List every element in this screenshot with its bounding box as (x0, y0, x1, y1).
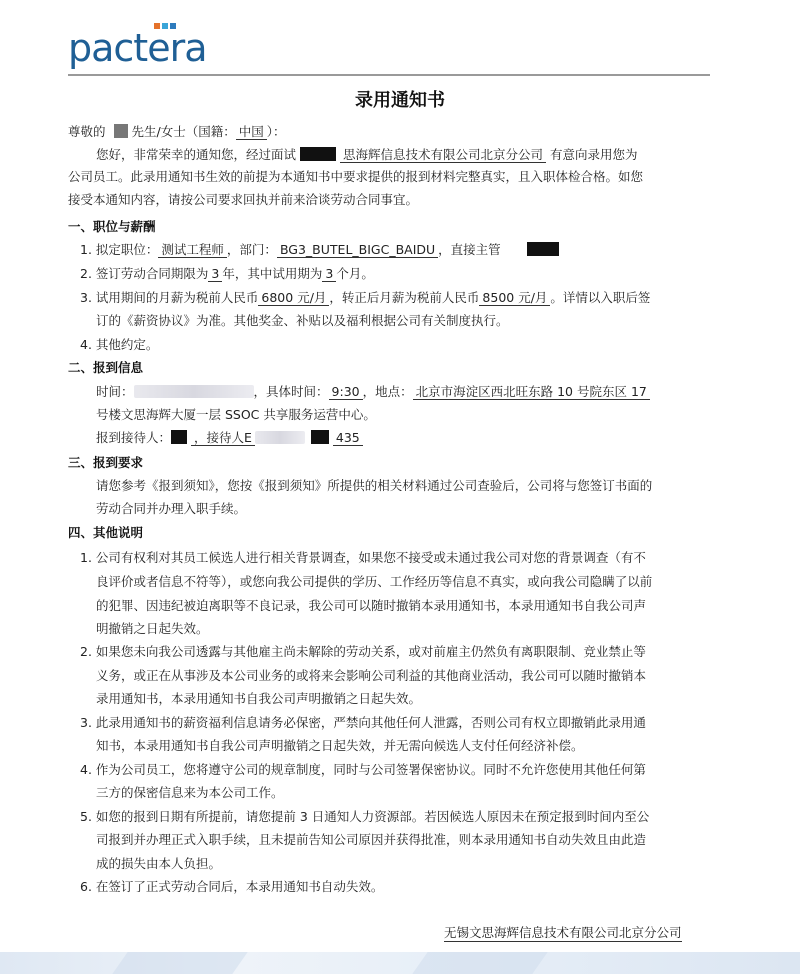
page-title: 录用通知书 (355, 90, 445, 111)
requirements-line-1: 请您参考《报到须知》，您按《报到须知》所提供的相关材料通过公司查验后，公司将与您签订书面的 (96, 478, 653, 493)
position-field: 测试工程师 (158, 242, 227, 258)
regular-salary-field: 8500 元/月 (479, 290, 550, 306)
note-line: 知书，本录用通知书自我公司声明撤销之日起失效，并无需向候选人支付任何经济补偿。 (96, 738, 584, 753)
header-divider (68, 74, 710, 76)
probation-salary-field: 6800 元/月 (258, 290, 329, 306)
requirements-line-2: 劳动合同并办理入职手续。 (96, 501, 247, 516)
note-line: 4. 作为公司员工，您将遵守公司的规章制度，同时与公司签署保密协议。同时不允许您使用其他任何第 (80, 762, 646, 777)
note-line: 义务，或正在从事涉及本公司业务的或将来会影响公司利益的其他商业活动，我公司可以随时撤销本 (96, 668, 647, 683)
section-2-heading: 二、报到信息 (68, 360, 144, 375)
note-line: 三方的保密信息来为本公司工作。 (96, 785, 284, 800)
note-line: 明撤销之日起失效。 (96, 621, 209, 636)
note-line: 录用通知书，本录用通知书自我公司声明撤销之日起失效。 (96, 691, 422, 706)
section-1-heading: 一、职位与薪酬 (68, 219, 156, 234)
pactera-logo (68, 14, 228, 70)
contract-term-line: 2. 签订劳动合同期限为 3 年，其中试用期为 3 个月。 (80, 266, 374, 281)
redacted-blur (134, 385, 254, 398)
note-line: 2. 如果您未向我公司透露与其他雇主尚未解除的劳动关系，或对前雇主仍然负有离职限制、竞业禁止等 (80, 644, 646, 659)
logo-wordmark: pactera (68, 26, 207, 70)
nationality-field: 中国 (236, 124, 267, 140)
redacted-block (300, 147, 336, 161)
company-name-field: 思海辉信息技术有限公司北京分公司 (340, 147, 546, 163)
position-line: 1. 拟定职位： 测试工程师 ，部门： BG3_BUTEL_BIGC_BAIDU ，直接主管 (80, 242, 559, 258)
report-time-field: 9:30 (329, 384, 363, 400)
footer-stripe (412, 952, 547, 974)
note-line: 的犯罪、因违纪被迫离职等不良记录，我公司可以随时撤销本录用通知书，本录用通知书自我公司声 (96, 598, 647, 613)
salary-line-2: 订的《薪资协议》为准。其他奖金、补贴以及福利根据公司有关制度执行。 (96, 313, 509, 328)
location-line-2: 号楼文思海辉大厦一层 SSOC 共享服务运营中心。 (96, 407, 376, 422)
note-line: 5. 如您的报到日期有所提前，请您提前 3 日通知人力资源部。若因候选人原因未在预定报到时间内至公 (80, 809, 650, 824)
redacted-block (171, 430, 187, 444)
note-line: 司报到并办理正式入职手续，且未提前告知公司原因并获得批准，则本录用通知书自动失效且由此造 (96, 832, 647, 847)
report-time-line: 时间： ，具体时间： 9:30 ，地点： 北京市海淀区西北旺东路 10 号院东区 17 (96, 384, 650, 400)
redacted-blur (255, 431, 305, 444)
redacted-block (311, 430, 329, 444)
footer-stripe (112, 952, 247, 974)
intro-line-3: 接受本通知内容，请按公司要求回执并前来洽谈劳动合同事宜。 (68, 192, 419, 207)
section-4-heading: 四、其他说明 (68, 525, 144, 540)
section-3-heading: 三、报到要求 (68, 455, 144, 470)
other-terms-line: 4. 其他约定。 (80, 337, 159, 352)
note-line: 6. 在签订了正式劳动合同后，本录用通知书自动失效。 (80, 879, 384, 894)
department-field: BG3_BUTEL_BIGC_BAIDU (277, 242, 438, 258)
location-field: 北京市海淀区西北旺东路 10 号院东区 17 (413, 384, 650, 400)
salary-line-1: 3. 试用期间的月薪为税前人民币 6800 元/月 ，转正后月薪为税前人民币 8500 元/月 。详情以入职后签 (80, 290, 651, 305)
redacted-block (527, 242, 559, 256)
intro-line-1: 您好，非常荣幸的通知您，经过面试 思海辉信息技术有限公司北京分公司 有意向录用您为 (96, 147, 638, 162)
intro-line-2: 公司员工。此录用通知书生效的前提为本通知书中要求提供的报到材料完整真实，且入职体检合格。如您 (68, 169, 644, 184)
note-line: 1. 公司有权利对其员工候选人进行相关背景调查，如果您不接受或未通过我公司对您的背景调查（有不 (80, 550, 646, 565)
note-line: 良评价或者信息不符等），或您向我公司提供的学历、工作经历等信息不真实，或向我公司隐瞒了以前 (96, 574, 653, 589)
greeting-line: 尊敬的 先生/女士（国籍： 中国 ）： (68, 124, 286, 139)
note-line: 3. 此录用通知书的薪资福利信息请务必保密，严禁向其他任何人泄露，否则公司有权立即撤销此录用通 (80, 715, 646, 730)
receiver-line: 报到接待人： ，接待人E 435 (96, 430, 363, 446)
note-line: 成的损失由本人负担。 (96, 856, 222, 871)
company-signature: 无锡文思海辉信息技术有限公司北京分公司 (444, 925, 682, 940)
